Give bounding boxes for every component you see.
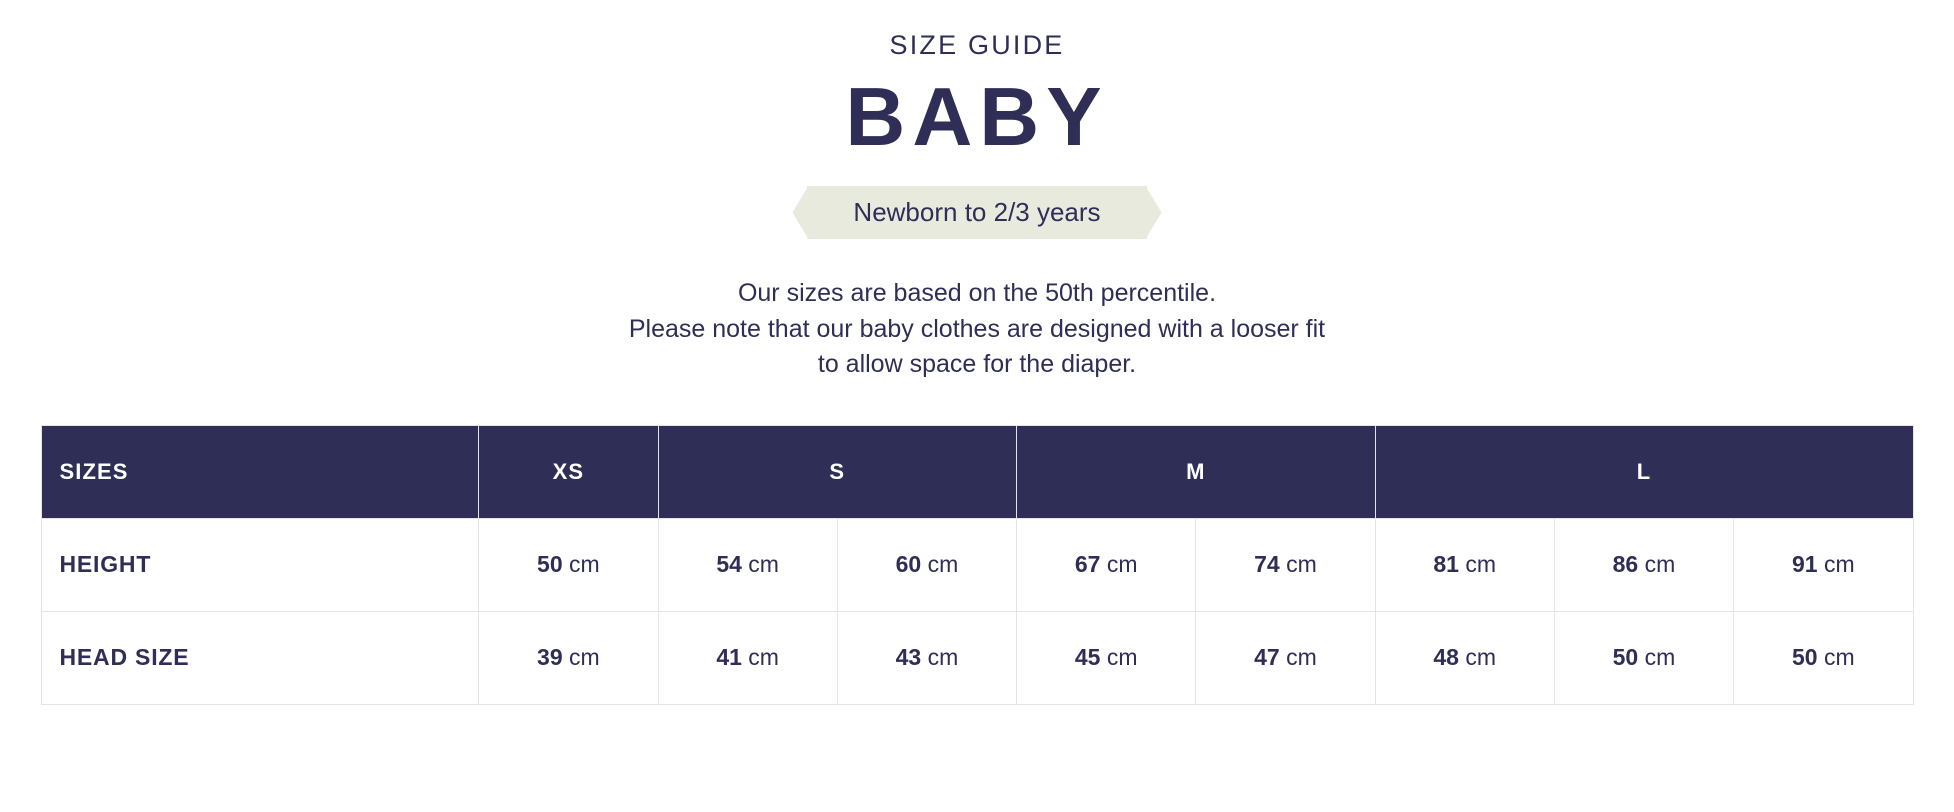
cell-unit: cm [1106, 551, 1138, 577]
cell-unit: cm [1823, 644, 1855, 670]
cell-unit: cm [927, 644, 959, 670]
cell-value: 43 [895, 644, 922, 670]
cell-unit: cm [1823, 551, 1855, 577]
cell-value: 50 [1612, 644, 1639, 670]
cell-head-2 [837, 611, 1016, 704]
table-row [41, 518, 1913, 611]
cell-head-1 [658, 611, 837, 704]
size-note-line-2: Please note that our baby clothes are designed with a looser fit [628, 314, 1326, 343]
cell-head-0 [479, 611, 658, 704]
cell-unit: cm [1286, 551, 1317, 577]
size-table [41, 425, 1914, 705]
cell-unit: cm [1286, 644, 1317, 670]
cell-unit: cm [1644, 644, 1676, 670]
cell-height-6 [1554, 518, 1733, 611]
age-range-badge: Newborn to 2/3 years [807, 186, 1146, 239]
cell-value: 67 [1074, 551, 1101, 577]
size-table-head [41, 425, 1913, 518]
cell-height-1 [658, 518, 837, 611]
cell-value: 48 [1433, 644, 1459, 670]
cell-value: 50 [537, 551, 563, 577]
cell-unit: cm [927, 551, 959, 577]
cell-head-3 [1017, 611, 1196, 704]
cell-height-5 [1375, 518, 1554, 611]
column-header-m: M [1017, 425, 1376, 518]
cell-unit: cm [1465, 551, 1497, 577]
eyebrow-text: SIZE GUIDE [889, 30, 1065, 60]
cell-head-5 [1375, 611, 1554, 704]
cell-value: 39 [537, 644, 563, 670]
column-header-s: S [658, 425, 1017, 518]
row-label-height: HEIGHT [41, 518, 479, 611]
cell-head-7 [1734, 611, 1913, 704]
size-table-body [41, 518, 1913, 704]
cell-value: 41 [716, 644, 742, 670]
cell-head-6 [1554, 611, 1733, 704]
age-badge-container [0, 186, 1954, 239]
cell-value: 81 [1433, 551, 1459, 577]
size-guide-page [0, 30, 1954, 812]
cell-unit: cm [1644, 551, 1676, 577]
cell-value: 74 [1254, 551, 1280, 577]
column-header-xs: XS [479, 425, 658, 518]
cell-unit: cm [1106, 644, 1138, 670]
cell-height-3 [1017, 518, 1196, 611]
cell-value: 47 [1254, 644, 1280, 670]
size-note-line-1: Our sizes are based on the 50th percentile. [737, 279, 1217, 307]
table-header-row [41, 425, 1913, 518]
column-header-l: L [1375, 425, 1913, 518]
row-label-head-size: HEAD SIZE [41, 611, 479, 704]
cell-height-0 [479, 518, 658, 611]
cell-unit: cm [748, 551, 779, 577]
table-row [41, 611, 1913, 704]
cell-value: 50 [1791, 644, 1818, 670]
cell-unit: cm [569, 551, 600, 577]
cell-value: 54 [716, 551, 742, 577]
cell-height-7 [1734, 518, 1913, 611]
cell-value: 60 [895, 551, 922, 577]
cell-unit: cm [748, 644, 779, 670]
column-header-sizes: SIZES [41, 425, 479, 518]
cell-value: 45 [1074, 644, 1101, 670]
cell-height-4 [1196, 518, 1375, 611]
page-title: BABY [845, 70, 1109, 163]
size-note-line-3: to allow space for the diaper. [817, 350, 1137, 378]
cell-value: 91 [1791, 551, 1818, 577]
cell-head-4 [1196, 611, 1375, 704]
cell-value: 86 [1612, 551, 1639, 577]
cell-unit: cm [1465, 644, 1497, 670]
cell-unit: cm [569, 644, 600, 670]
size-note [0, 276, 1954, 383]
cell-height-2 [837, 518, 1016, 611]
